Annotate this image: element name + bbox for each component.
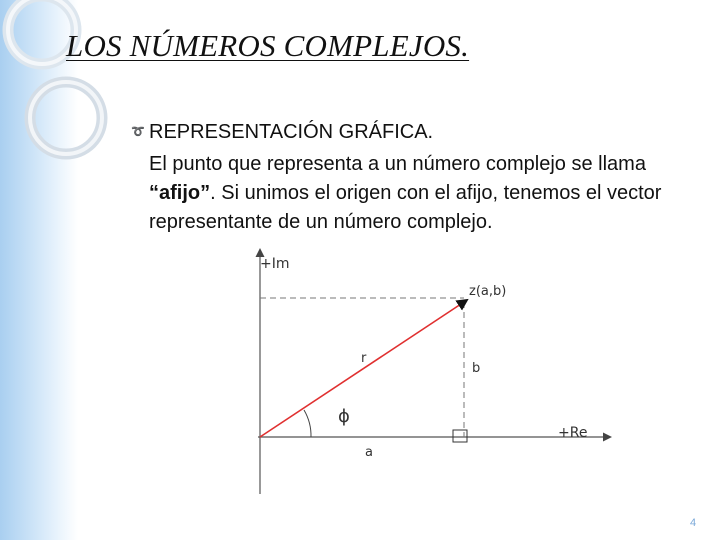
complex-plane-diagram bbox=[232, 242, 622, 497]
paragraph-text-2: . Si unimos el origen con el afijo, tenemos el vector representante de un número complejo. bbox=[149, 182, 662, 233]
bullet-heading-row bbox=[131, 121, 433, 144]
bullet-heading: REPRESENTACIÓN GRÁFICA. bbox=[149, 121, 434, 143]
angle-label: ɸ bbox=[338, 406, 350, 427]
imaginary-axis-label: +Im bbox=[260, 256, 290, 272]
horizontal-component-label: a bbox=[365, 445, 373, 460]
angle-arc bbox=[304, 410, 311, 437]
point-label: z(a,b) bbox=[469, 284, 507, 299]
body-paragraph bbox=[149, 150, 669, 237]
afijo-emphasis: “afijo” bbox=[149, 182, 211, 204]
right-angle-marker bbox=[453, 430, 467, 442]
slide-title: LOS NÚMEROS COMPLEJOS. bbox=[66, 28, 470, 63]
real-axis-label: +Re bbox=[558, 425, 588, 441]
page-number: 4 bbox=[690, 517, 697, 529]
swirl-bullet-icon: ➰ bbox=[131, 126, 145, 138]
decorative-rings bbox=[0, 0, 130, 180]
vector-r bbox=[260, 300, 467, 437]
vector-label: r bbox=[361, 351, 367, 366]
vertical-component-label: b bbox=[472, 361, 481, 376]
paragraph-text-1: El punto que representa a un número complejo se llama bbox=[149, 153, 646, 175]
